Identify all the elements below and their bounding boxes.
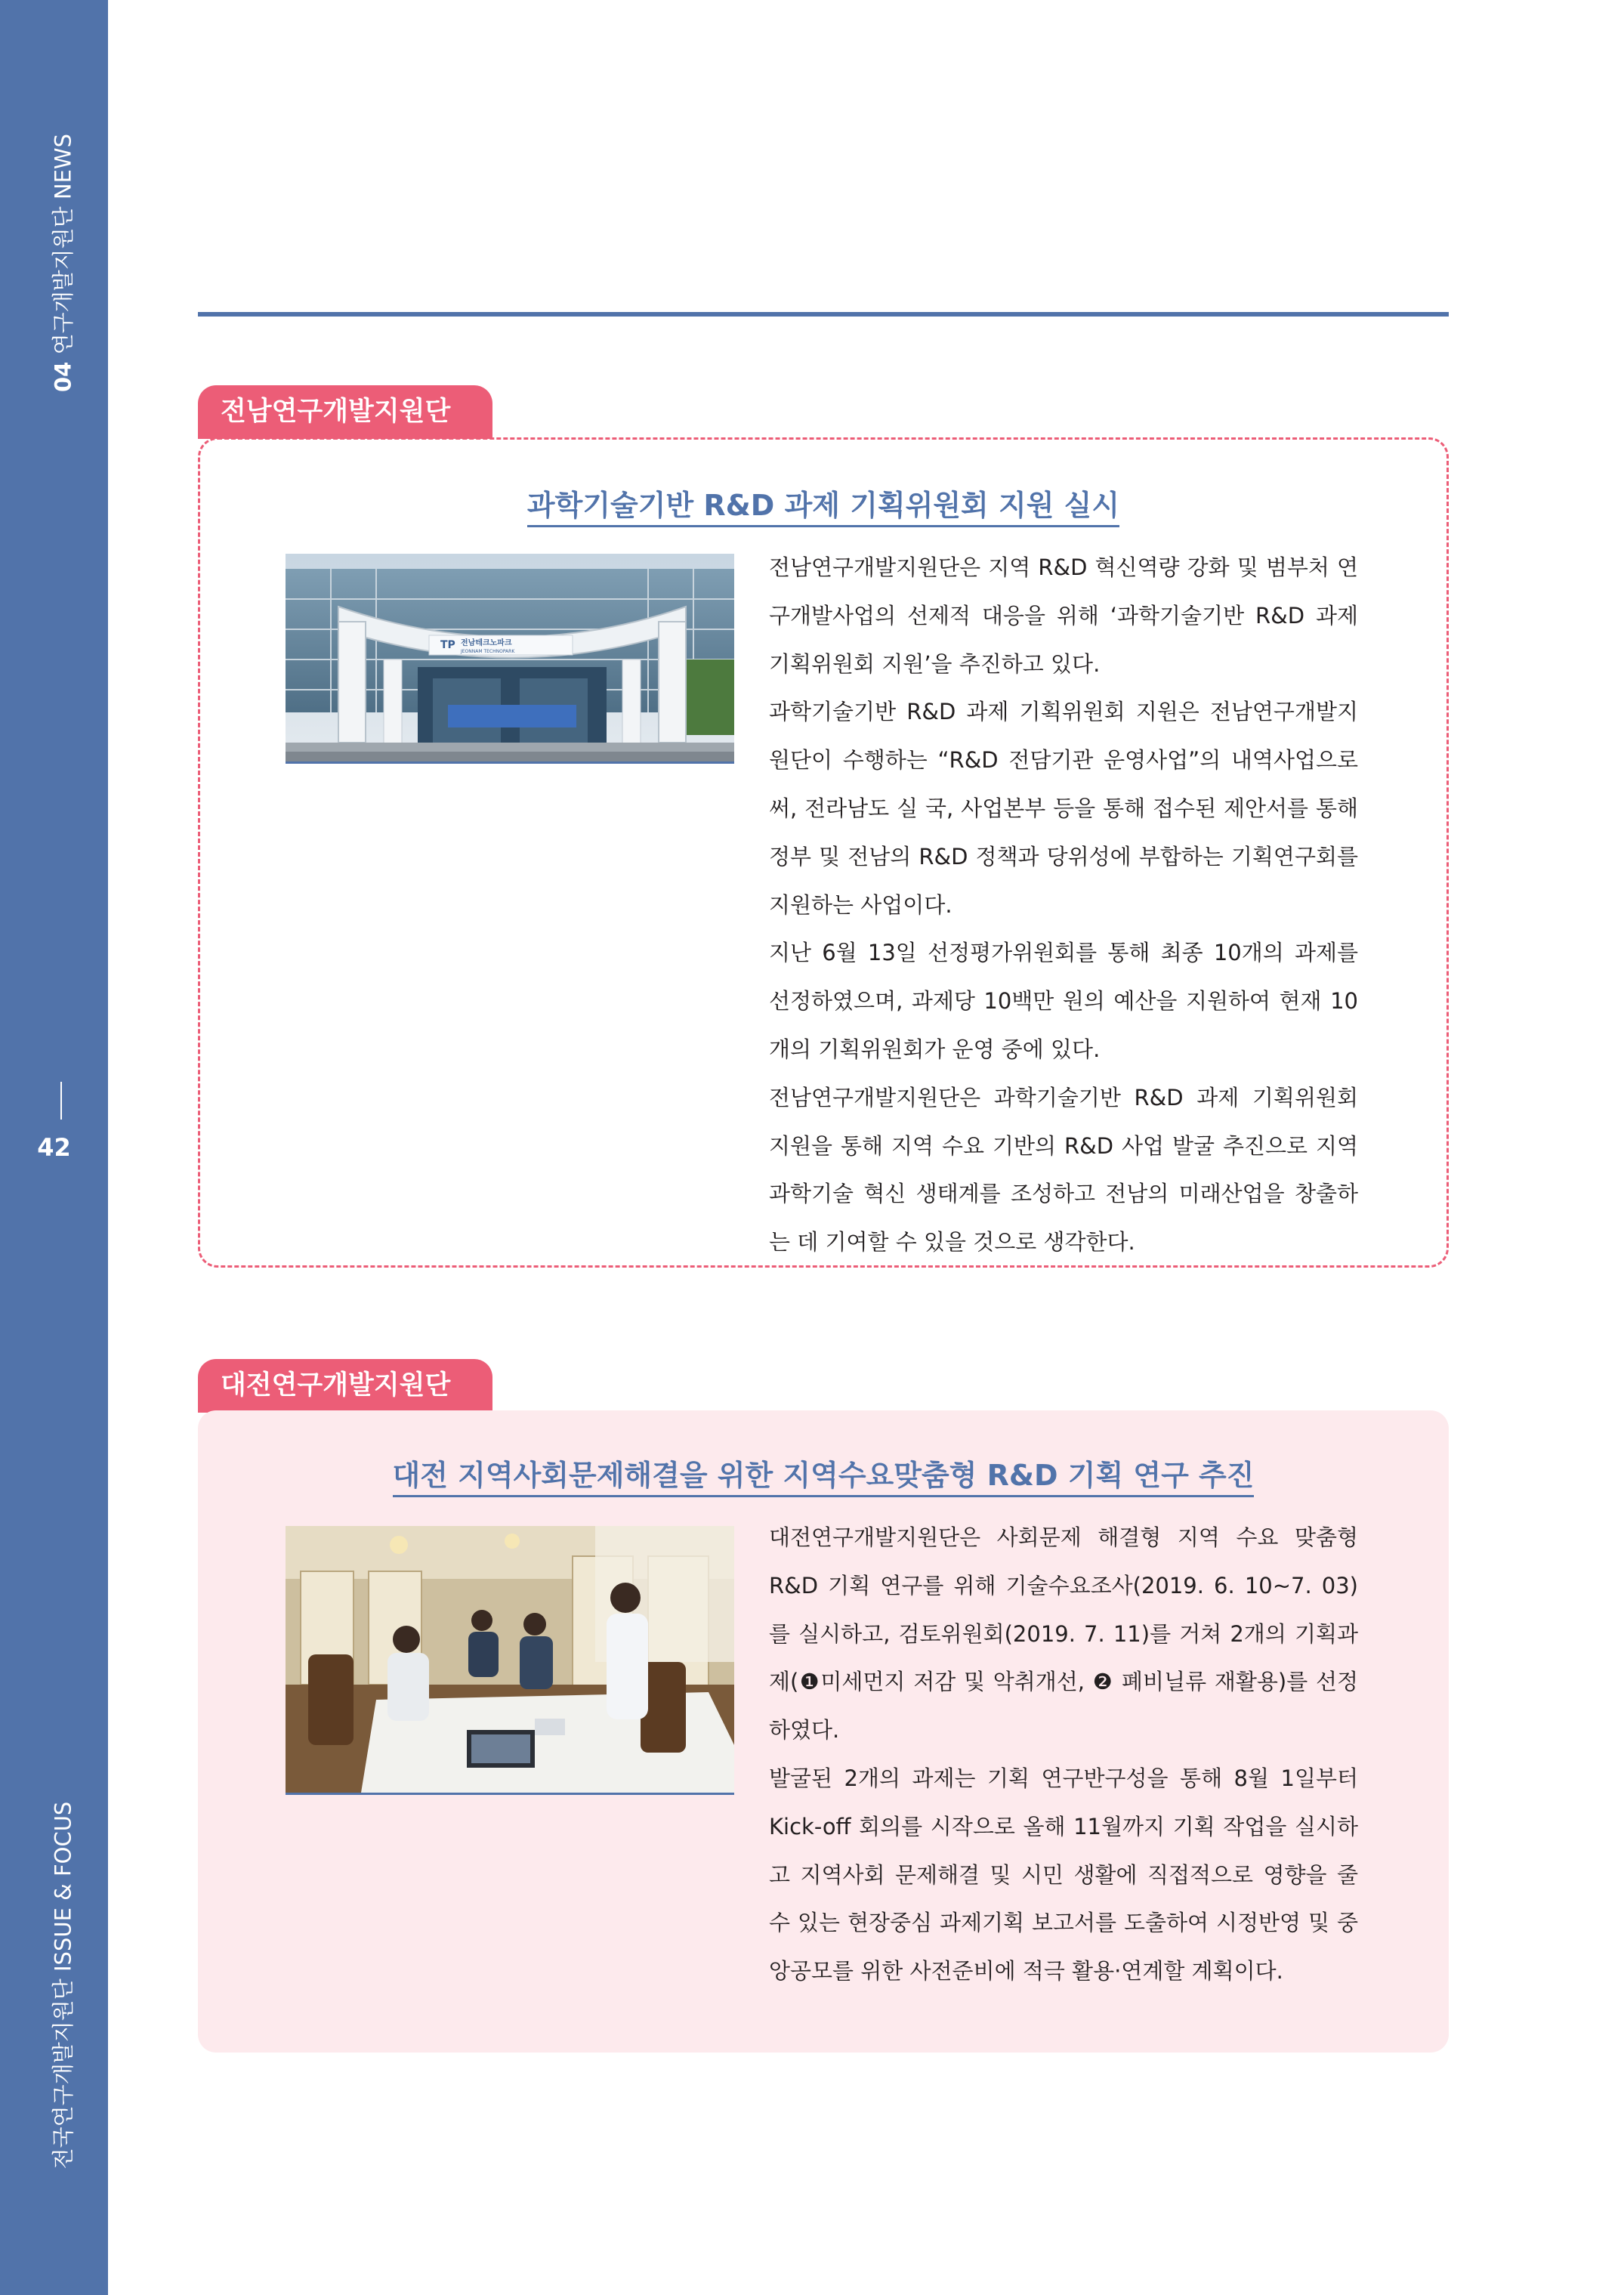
side-section-label bbox=[47, 134, 78, 392]
side-band bbox=[0, 0, 108, 2295]
photo-meeting-room bbox=[286, 1526, 734, 1795]
section-tag-jeonnam: 전남연구개발지원단 bbox=[198, 385, 492, 439]
article-body-jeonnam bbox=[769, 544, 1358, 1267]
top-divider bbox=[198, 312, 1449, 317]
paragraph: 대전연구개발지원단은 사회문제 해결형 지역 수요 맞춤형 R&D 기획 연구를 위해 기술수요조사(2019. 6. 10~7. 03)를 실시하고, 검토위원회(2019. 7. 11)를 거쳐 2개의 기획과제(❶미세먼지 저감 및 악취개선, ❷ 폐비닐류 재활용)를 선정하였다. bbox=[769, 1524, 1358, 1744]
article-title-daejeon bbox=[198, 1452, 1449, 1493]
sign-name: 전남테크노파크 bbox=[461, 639, 512, 647]
page-number-tick bbox=[60, 1082, 62, 1120]
article-title-text: 과학기술기반 R&D 과제 기획위원회 지원 실시 bbox=[527, 489, 1119, 527]
side-section-number: 04 bbox=[50, 361, 76, 392]
paragraph: 전남연구개발지원단은 과학기술기반 R&D 과제 기획위원회 지원을 통해 지역 수요 기반의 R&D 사업 발굴 추진으로 지역 과학기술 혁신 생태계를 조성하고 전남의 미래산업을 창출하는 데 기여할 수 있을 것으로 생각한다. bbox=[769, 1084, 1358, 1256]
photo-meeting-drawing bbox=[286, 1526, 734, 1793]
article-title-text: 대전 지역사회문제해결을 위한 지역수요맞춤형 R&D 기획 연구 추진 bbox=[393, 1459, 1255, 1497]
section-tag-daejeon: 대전연구개발지원단 bbox=[198, 1359, 492, 1413]
side-section-text: 연구개발지원단 NEWS bbox=[50, 134, 76, 355]
photo-technopark-entrance bbox=[286, 554, 734, 764]
paragraph: 발굴된 2개의 과제는 기획 연구반구성을 통해 8월 1일부터 Kick-off 회의를 시작으로 올해 11월까지 기획 작업을 실시하고 지역사회 문제해결 및 시민 생활에 직접적으로 영향을 줄 수 있는 현장중심 과제기획 보고서를 도출하여 시정반영 및 중앙공모를 위한 사전준비에 적극 활용·연계할 계획이다. bbox=[769, 1765, 1358, 1985]
sign-brand-mark: TP bbox=[440, 639, 455, 651]
article-body-daejeon bbox=[769, 1514, 1358, 1996]
photo-technopark-drawing bbox=[286, 554, 734, 761]
article-title-jeonnam bbox=[198, 482, 1449, 524]
paragraph: 지난 6월 13일 선정평가위원회를 통해 최종 10개의 과제를 선정하였으며, 과제당 10백만 원의 예산을 지원하여 현재 10개의 기획위원회가 운영 중에 있다. bbox=[769, 940, 1358, 1062]
page-number: 42 bbox=[37, 1133, 71, 1162]
paragraph: 전남연구개발지원단은 지역 R&D 혁신역량 강화 및 범부처 연구개발사업의 선제적 대응을 위해 ‘과학기술기반 R&D 과제 기획위원회 지원’을 추진하고 있다. bbox=[769, 554, 1358, 677]
sign-name-en: JEONNAM TECHNOPARK bbox=[461, 649, 515, 654]
side-publication-label: 전국연구개발지원단 ISSUE & FOCUS bbox=[50, 1801, 76, 2170]
paragraph: 과학기술기반 R&D 과제 기획위원회 지원은 전남연구개발지원단이 수행하는 “R&D 전담기관 운영사업”의 내역사업으로써, 전라남도 실 국, 사업본부 등을 통해 접수된 제안서를 통해 정부 및 전남의 R&D 정책과 당위성에 부합하는 기획연구회를 지원하는 사업이다. bbox=[769, 699, 1358, 918]
